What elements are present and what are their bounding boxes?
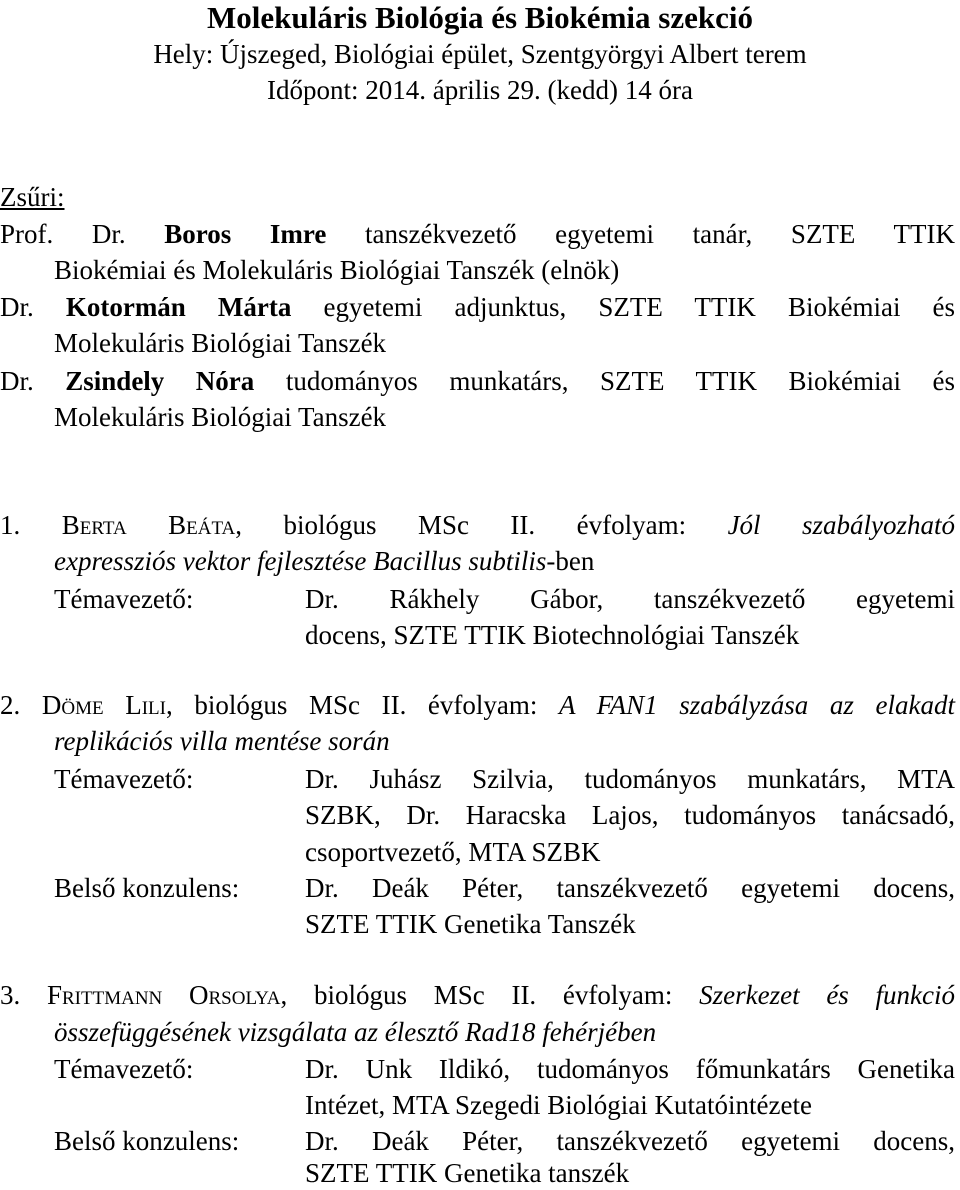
jury-member-2-role: egyetemi adjunktus, SZTE TTIK Biokémiai és: [323, 292, 956, 322]
presentation-3-consultant-line1: Dr. Deák Péter, tanszékvezető egyetemi docens,: [305, 1126, 955, 1156]
presentation-2-title-line2: replikációs villa mentése során: [54, 726, 390, 756]
presentation-2-consultant-label: Belső konzulens:: [54, 873, 240, 903]
jury-member-2-line1: [0, 291, 955, 323]
presentation-2-heading: [0, 689, 955, 721]
jury-member-3-name: Zsindely Nóra: [65, 366, 255, 396]
jury-member-1-name: Boros Imre: [164, 219, 327, 249]
presentation-3-number: 3.: [0, 980, 21, 1010]
presentation-1-heading: [0, 509, 955, 541]
presentation-2-name: Döme Lili: [41, 690, 166, 720]
presentation-1-title-line2: [54, 545, 594, 577]
jury-member-1-prefix: Prof. Dr.: [0, 219, 126, 249]
presentation-1-degree: , biológus MSc II. évfolyam:: [235, 510, 687, 540]
jury-member-2-line2: Molekuláris Biológiai Tanszék: [54, 328, 387, 358]
presentation-1-title-part1: Jól szabályozható: [727, 510, 956, 540]
jury-member-2-prefix: Dr.: [0, 292, 34, 322]
presentation-1-number: 1.: [0, 510, 21, 540]
jury-member-1-line2: Biokémiai és Molekuláris Biológiai Tanszék (elnök): [54, 255, 620, 285]
presentation-2-supervisor-label: Témavezető:: [54, 764, 194, 794]
presentation-3-consultant-line2: SZTE TTIK Genetika tanszék: [305, 1158, 630, 1188]
presentation-1-title-suffix: -ben: [546, 546, 595, 576]
presentation-3-supervisor-line2: Intézet, MTA Szegedi Biológiai Kutatóintézete: [305, 1090, 812, 1120]
jury-member-1-line1: [0, 218, 955, 250]
location-line: Hely: Újszeged, Biológiai épület, Szentgyörgyi Albert terem: [153, 39, 807, 69]
time-line: Időpont: 2014. április 29. (kedd) 14 óra: [267, 75, 693, 105]
presentation-2-number: 2.: [0, 690, 21, 720]
jury-member-3-role: tudományos munkatárs, SZTE TTIK Biokémiai és: [285, 366, 956, 396]
presentation-2-presenter: [42, 690, 538, 720]
presentation-2-consultant-line2: SZTE TTIK Genetika Tanszék: [305, 909, 636, 939]
jury-member-1-role: tanszékvezető egyetemi tanár, SZTE TTIK: [365, 219, 956, 249]
jury-member-3-prefix: Dr.: [0, 366, 34, 396]
presentation-2-supervisor-line1: Dr. Juhász Szilvia, tudományos munkatárs, MTA: [305, 764, 955, 794]
presentation-2-supervisor-line2: SZBK, Dr. Haracska Lajos, tudományos tanácsadó,: [305, 800, 955, 830]
presentation-1-supervisor-label: Témavezető:: [54, 584, 194, 614]
presentation-3-supervisor-line1: Dr. Unk Ildikó, tudományos főmunkatárs Genetika: [305, 1054, 955, 1084]
presentation-1-name: Berta Beáta: [61, 510, 236, 540]
jury-member-2-name: Kotormán Márta: [65, 292, 292, 322]
presentation-1-supervisor-line2: docens, SZTE TTIK Biotechnológiai Tanszék: [305, 620, 800, 650]
section-title: Molekuláris Biológia és Biokémia szekció: [207, 0, 753, 35]
presentation-3-name: Frittmann Orsolya: [46, 980, 281, 1010]
presentation-2-degree: , biológus MSc II. évfolyam:: [165, 690, 538, 720]
presentation-3-degree: , biológus MSc II. évfolyam:: [280, 980, 673, 1010]
presentation-2-title-part1: A FAN1 szabályzása az elakadt: [559, 690, 956, 720]
presentation-3-consultant-label: Belső konzulens:: [54, 1126, 240, 1156]
jury-label: Zsűri:: [0, 182, 65, 212]
jury-member-3-line1: [0, 365, 955, 397]
presentation-3-supervisor-label: Témavezető:: [54, 1054, 194, 1084]
presentation-3-title-part1: Szerkezet és funkció: [699, 980, 956, 1010]
presentation-2-supervisor-line3: csoportvezető, MTA SZBK: [305, 837, 601, 867]
presentation-1-title-part2: expressziós vektor fejlesztése Bacillus subtilis: [54, 546, 547, 576]
presentation-3-title-line2: összefüggésének vizsgálata az élesztő Rad18 fehérjében: [54, 1017, 657, 1047]
jury-member-3-line2: Molekuláris Biológiai Tanszék: [54, 402, 387, 432]
presentation-1-supervisor-line1: Dr. Rákhely Gábor, tanszékvezető egyetemi: [305, 584, 955, 614]
presentation-3-heading: [0, 979, 955, 1011]
presentation-2-consultant-line1: Dr. Deák Péter, tanszékvezető egyetemi docens,: [305, 873, 955, 903]
presentation-3-presenter: [47, 980, 672, 1010]
presentation-1-presenter: [62, 510, 686, 540]
